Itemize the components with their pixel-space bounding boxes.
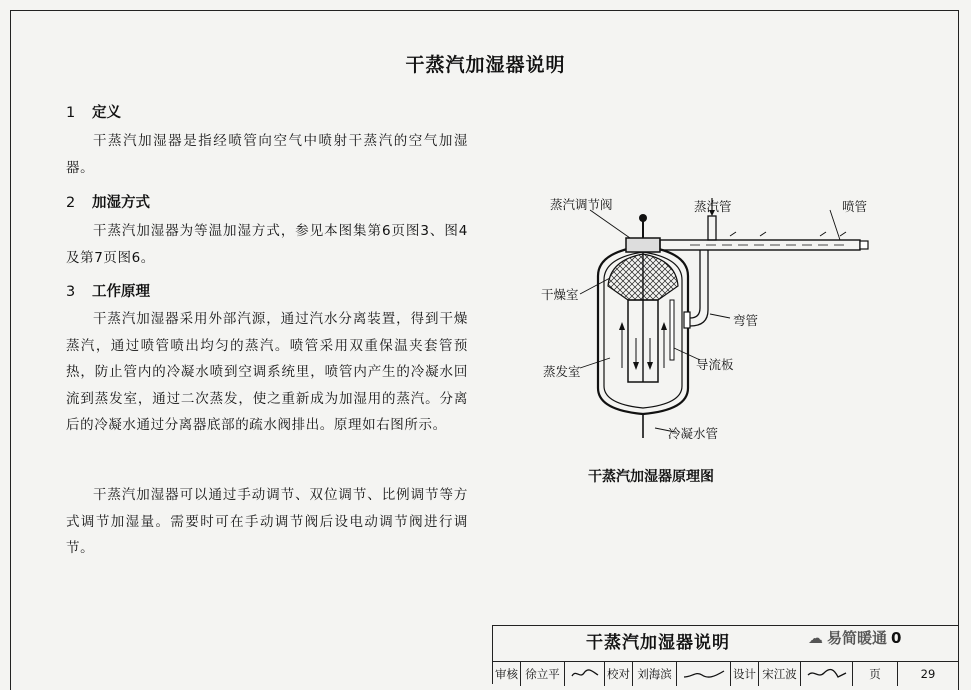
cell-reviewer: 徐立平 <box>521 662 565 686</box>
section-3-heading <box>66 280 150 301</box>
section-1-paragraph: 干蒸汽加湿器是指经喷管向空气中喷射干蒸汽的空气加湿器。 <box>66 133 468 176</box>
label-baffle: 导流板 <box>696 357 734 372</box>
section-title: 加湿方式 <box>92 195 150 211</box>
signature-designer <box>801 662 853 686</box>
drawing-code-tail: 0 <box>891 628 902 647</box>
cell-page-number: 29 <box>920 667 936 681</box>
watermark <box>808 627 901 648</box>
section-title: 工作原理 <box>92 284 150 300</box>
section-number: 1 <box>66 105 76 121</box>
label-condensate: 冷凝水管 <box>668 426 719 441</box>
cell-review-label: 审核 <box>493 662 521 686</box>
title-block-title: 干蒸汽加湿器说明 <box>586 633 730 653</box>
cell-design-label: 设计 <box>731 662 759 686</box>
label-evap-chamber: 蒸发室 <box>543 364 581 379</box>
section-2-paragraph: 干蒸汽加湿器为等温加湿方式，参见本图集第6页图3、图4及第7页图6。 <box>66 223 468 266</box>
label-valve: 蒸汽调节阀 <box>550 197 613 212</box>
label-elbow: 弯管 <box>733 313 759 328</box>
section-number: 2 <box>66 195 76 211</box>
page-title: 干蒸汽加湿器说明 <box>405 54 566 76</box>
section-title: 定义 <box>92 105 121 121</box>
valve-body <box>626 238 660 252</box>
elbow-pipe <box>690 250 700 318</box>
section-2-heading <box>66 191 150 212</box>
label-dry-chamber: 干燥室 <box>541 287 579 302</box>
section-number: 3 <box>66 284 76 300</box>
cell-check-label: 校对 <box>605 662 633 686</box>
section-3-paragraph-2: 干蒸汽加湿器可以通过手动调节、双位调节、比例调节等方式调节加湿量。需要时可在手动调节阀后设电动调节阀进行调节。 <box>66 487 468 556</box>
chat-bubble-icon: ☁ <box>808 628 823 647</box>
section-1-heading <box>66 101 121 122</box>
cell-designer: 宋江波 <box>759 662 801 686</box>
label-steam-pipe: 蒸汽管 <box>694 199 732 214</box>
section-3-paragraph-1: 干蒸汽加湿器采用外部汽源，通过汽水分离装置，得到干燥蒸汽，通过喷管喷出均匀的蒸汽。喷管采用双重保温夹套管预热，防止管内的冷凝水喷到空调系统里，喷管内产生的冷凝水回流到蒸发室，通过二次蒸发，使之重新成为加湿用的蒸汽。分离后的冷凝水通过分离器底部的疏水阀排出。原理如右图所示。 <box>66 311 468 433</box>
humidifier-diagram <box>530 188 890 448</box>
signature-checker <box>677 662 731 686</box>
title-block-row <box>493 661 958 686</box>
signature-reviewer <box>565 662 605 686</box>
steam-pipe <box>708 216 716 240</box>
cell-checker: 刘海滨 <box>633 662 677 686</box>
cell-page-label: 页 <box>853 662 898 686</box>
label-nozzle: 喷管 <box>842 199 868 214</box>
watermark-text: 易简暖通 <box>827 629 888 647</box>
figure-caption: 干蒸汽加湿器原理图 <box>588 469 714 485</box>
